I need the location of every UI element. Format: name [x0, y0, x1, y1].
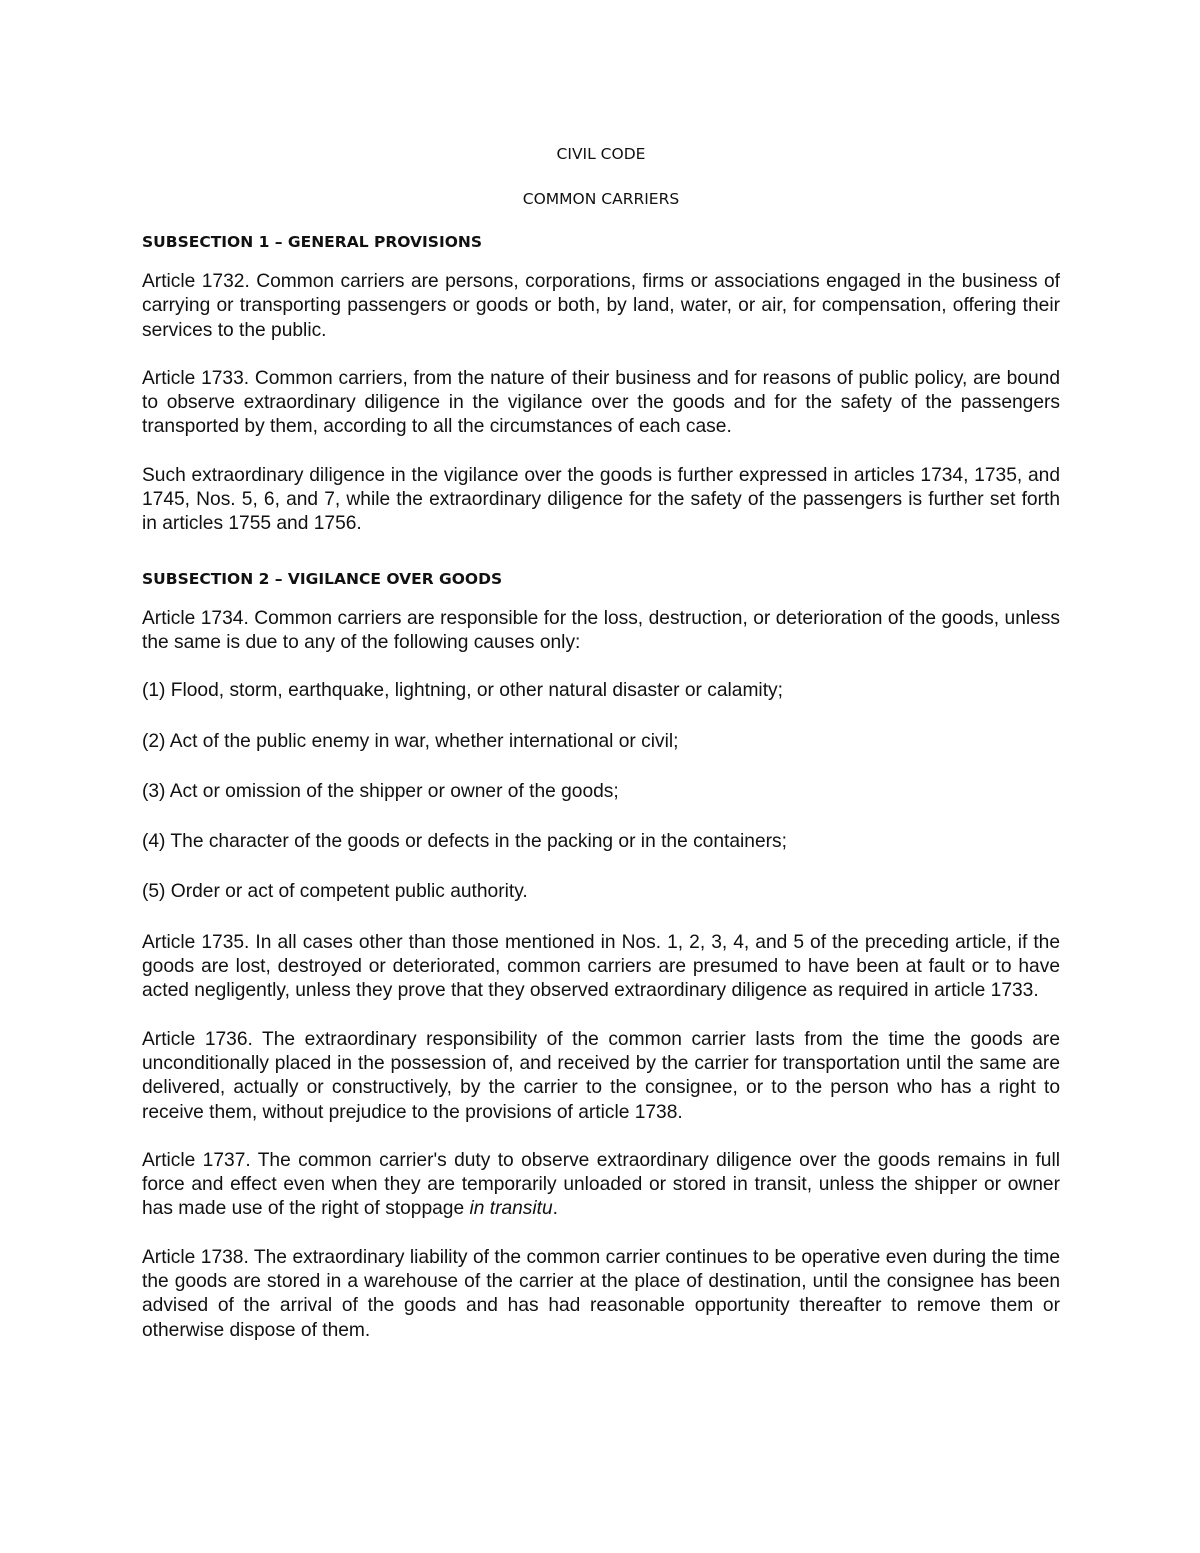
list-item: (3) Act or omission of the shipper or owner of the goods;	[142, 780, 619, 802]
document-subtitle: COMMON CARRIERS	[522, 190, 680, 208]
document-page	[142, 140, 1060, 1367]
article-1737	[142, 1149, 1060, 1222]
latin-term: in transitu	[469, 1198, 553, 1220]
article-1733: Article 1733. Common carriers, from the nature of their business and for reasons of public policy, are bound to observe extraordinary diligence in the vigilance over the goods and for the safety of the passengers transported by them, according to all the circumstances of each case.	[142, 367, 1060, 438]
article-1737-end: .	[552, 1198, 559, 1220]
subsection-heading: SUBSECTION 1 – GENERAL PROVISIONS	[142, 233, 483, 251]
list-item: (5) Order or act of competent public authority.	[142, 881, 528, 903]
article-1738: Article 1738. The extraordinary liability of the common carrier continues to be operative even during the time the goods are stored in a warehouse of the carrier at the place of destination, until the consignee has been advised of the arrival of the goods and has had reasonable opportunity thereafter to remove them or otherwise dispose of them.	[142, 1246, 1060, 1341]
document-title: CIVIL CODE	[556, 145, 646, 163]
article-1735: Article 1735. In all cases other than those mentioned in Nos. 1, 2, 3, 4, and 5 of the preceding article, if the goods are lost, destroyed or deteriorated, common carriers are presumed to have been at fault or to have acted negligently, unless they prove that they observed extraordinary diligence as required in article 1733.	[142, 931, 1060, 1002]
list-item: (4) The character of the goods or defects in the packing or in the containers;	[142, 831, 787, 853]
list-item: (1) Flood, storm, earthquake, lightning, or other natural disaster or calamity;	[142, 680, 783, 702]
list-item: (2) Act of the public enemy in war, whether international or civil;	[142, 730, 679, 752]
article-1737-text: Article 1737. The common carrier's duty to observe extraordinary diligence over the goods remains in full force and effect even when they are temporarily unloaded or stored in transit, unless the shipper or owner has made use of the right of stoppage	[142, 1149, 1060, 1220]
article-1732: Article 1732. Common carriers are persons, corporations, firms or associations engaged in the business of carrying or transporting passengers or goods or both, by land, water, or air, for compensation, offering their services to the public.	[142, 271, 1060, 341]
article-1736: Article 1736. The extraordinary responsibility of the common carrier lasts from the time the goods are unconditionally placed in the possession of, and received by the carrier for transportation until the same are delivered, actually or constructively, by the carrier to the consignee, or to the person who has a right to receive them, without prejudice to the provisions of article 1738.	[142, 1028, 1060, 1123]
article-1734: Article 1734. Common carriers are responsible for the loss, destruction, or deterioration of the goods, unless the same is due to any of the following causes only:	[142, 607, 1060, 653]
subsection-heading: SUBSECTION 2 – VIGILANCE OVER GOODS	[142, 569, 503, 588]
paragraph-diligence: Such extraordinary diligence in the vigilance over the goods is further expressed in articles 1734, 1735, and 1745, Nos. 5, 6, and 7, while the extraordinary diligence for the safety of the passengers is further set forth in articles 1755 and 1756.	[142, 464, 1060, 535]
